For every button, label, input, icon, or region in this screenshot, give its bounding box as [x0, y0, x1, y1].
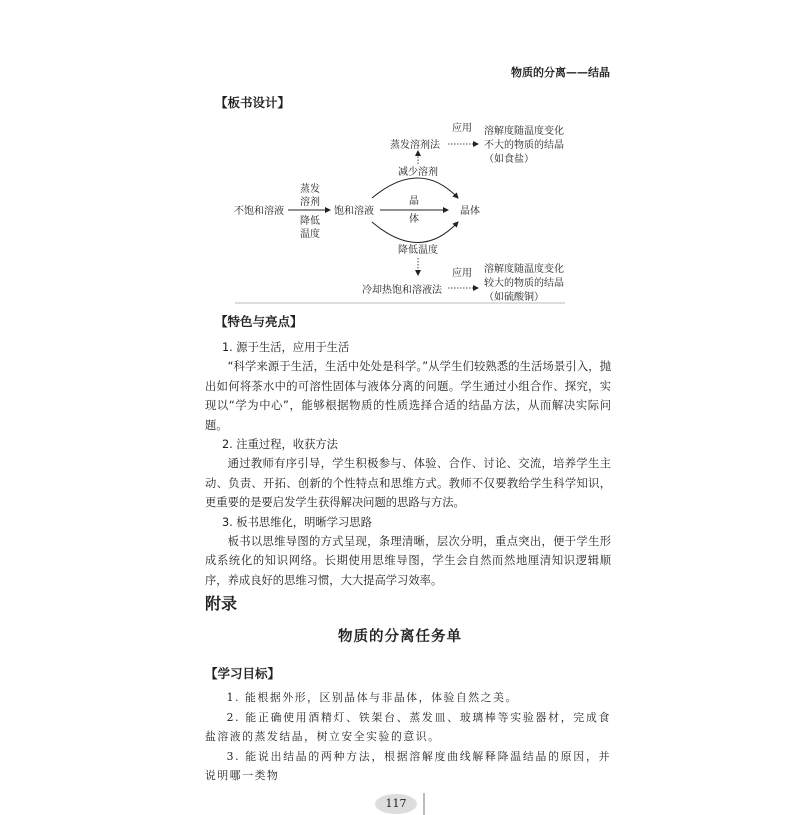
result-top-3: （如食盐）: [484, 154, 534, 165]
goal-item: 2. 能正确使用酒精灯、铁架台、蒸发皿、玻璃棒等实验器材，完成食盐溶液的蒸发结晶，树立安全实验的意识。: [205, 710, 611, 744]
lower-temperature: 降低温度: [398, 245, 438, 256]
highlight-title-2: 2. 注重过程，收获方法: [221, 438, 338, 452]
board-design-heading: 【板书设计】: [215, 95, 291, 110]
curve-arrow-bottom: [372, 222, 458, 243]
unsaturated-solution: 不饱和溶液: [234, 206, 284, 217]
middle-label-2: 体: [409, 214, 419, 225]
highlight-title-1: 1. 源于生活，应用于生活: [221, 341, 350, 354]
page-footer: [0, 793, 800, 815]
highlight-text-3: 板书以思维导图的方式呈现，条理清晰，层次分明，重点突出，便于学生形成系统化的知识网络。长期使用思维导图，学生会自然而然地厘清知识逻辑顺序，养成良好的思维习惯，大大提高学习效率。: [205, 535, 611, 587]
highlights-body: [205, 338, 611, 590]
highlight-text-2: 通过教师有序引导，学生积极参与、体验、合作、讨论、交流，培养学生主动、负责、开拓、创新的个性特点和思维方式。教师不仅要教给学生科学知识，更重要的是要启发学生获得解决问题的思路与方法。: [205, 457, 611, 510]
goals-list: [205, 688, 611, 785]
apply-bottom: 应用: [452, 268, 472, 279]
goal-item: 3. 能说出结晶的两种方法，根据溶解度曲线解释降温结晶的原因，并说明哪一类物: [205, 749, 611, 782]
board-design-diagram: [230, 118, 570, 304]
step-lower: 降低: [300, 216, 320, 227]
page-number: 117: [375, 794, 417, 814]
step-solvent: 溶剂: [300, 197, 320, 208]
running-title: 物质的分离——结晶: [511, 66, 610, 79]
reduce-solvent: 减少溶剂: [398, 167, 438, 178]
result-bottom-1: 溶解度随温度变化: [484, 264, 564, 275]
page-number-divider: [423, 793, 425, 815]
step-evaporate: 蒸发: [300, 184, 320, 195]
curve-arrow-top: [372, 178, 458, 198]
saturated-solution: 饱和溶液: [334, 206, 374, 217]
middle-label-1: 晶: [409, 196, 419, 207]
step-temperature: 温度: [300, 229, 320, 240]
evaporation-method: 蒸发溶剂法: [390, 140, 440, 151]
highlight-title-3: 3. 板书思维化，明晰学习思路: [221, 515, 372, 529]
result-top-1: 溶解度随温度变化: [484, 126, 564, 137]
cooling-method: 冷却热饱和溶液法: [362, 285, 442, 296]
page-flow: [205, 338, 611, 815]
apply-top: 应用: [452, 123, 472, 134]
highlight-text-1: “科学来源于生活，生活中处处是科学。”从学生们较熟悉的生活场景引入，抛出如何将茶水中的可溶性固体与液体分离的问题。学生通过小组合作、探究，实现以“学为中心”，能够根据物质的性质选择合适的结晶方法，从而解决实际问题。: [205, 360, 611, 432]
result-bottom-2: 较大的物质的结晶: [484, 278, 564, 289]
worksheet-title: 物质的分离任务单: [338, 629, 462, 646]
crystal: 晶体: [460, 206, 480, 217]
goal-item: 1. 能根据外形，区别晶体与非晶体，体验自然之美。: [226, 691, 518, 705]
appendix-heading: 附录: [205, 594, 238, 614]
result-bottom-3: （如硫酸铜）: [484, 292, 544, 303]
goals-heading: 【学习目标】: [205, 666, 281, 682]
highlights-heading: 【特色与亮点】: [215, 314, 303, 329]
result-top-2: 不大的物质的结晶: [484, 140, 564, 151]
